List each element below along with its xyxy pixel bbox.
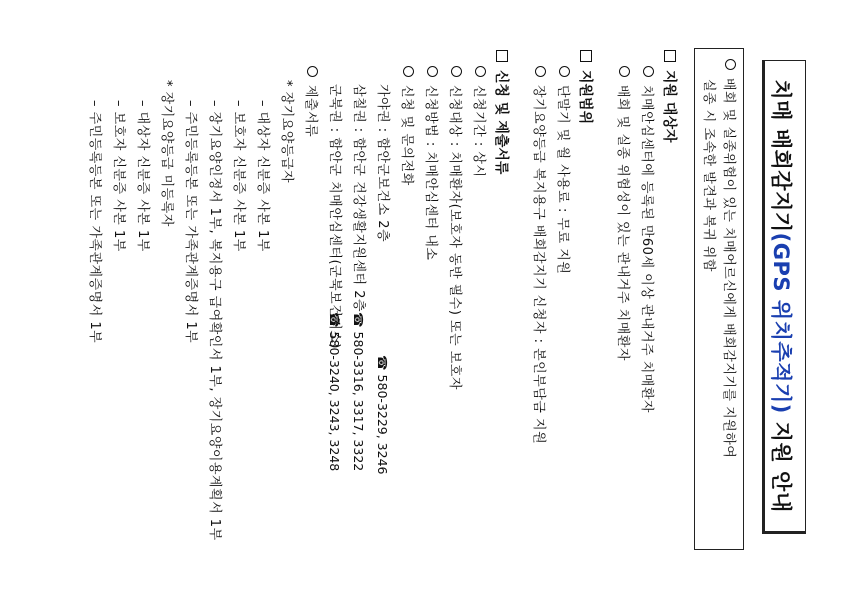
circle-bullet-icon [643,66,654,77]
docs-group1-item-2: – 보호자 신분증 사본 1부 [231,100,246,252]
section-scope-heading: 지원범위 [576,50,596,124]
circle-bullet-icon [427,66,438,77]
docs-group2-item-3: – 주민등록등본 또는 가족관계증명서 1부 [87,100,102,344]
intro-line-2: 실종 시 조속한 발견과 복귀 위함 [701,79,716,272]
scope-item-1: 단말기 및 월 사용료 : 무료 지원 [554,66,570,274]
scope-item-2: 장기요양등급 복지용구 배회감지기 신청자 : 본인부담금 지원 [530,66,546,444]
page-title: 치매 배회감지기(GPS 위치추적기) 지원 안내 [769,79,793,513]
contact-row-1-phone: ☎ 580-3229, 3246 [375,355,390,475]
target-item-2: 배회 및 실종 위험성이 있는 관내거주 치매환자 [614,66,630,361]
apply-contact-heading: 신청 및 문의전화 [398,66,414,186]
contact-row-3-phone: ☎ 580-3240, 3243, 3248 [327,312,342,472]
square-bullet-icon [580,50,592,62]
docs-group2-item-2: – 보호자 신분증 사본 1부 [111,100,126,252]
circle-bullet-icon [559,66,570,77]
docs-group2-heading: * 장기요양등급 미등록자 [159,80,174,227]
circle-bullet-icon [535,66,546,77]
circle-bullet-icon [619,66,630,77]
docs-heading: 제출서류 [302,66,318,137]
circle-bullet-icon [475,66,486,77]
docs-group1-item-4: – 주민등록등본 또는 가족관계증명서 1부 [183,100,198,344]
circle-bullet-icon [307,66,318,77]
square-bullet-icon [496,50,508,62]
circle-bullet-icon [451,66,462,77]
apply-applicant: 신청대상 : 치매환자(보호자 동반 필수) 또는 보호자 [446,66,462,390]
title-box [762,60,806,534]
apply-period: 신청기간 : 상시 [470,66,486,178]
contact-row-3-label: 군북권 : 함안군 치매안심센터(군북보건지소) [327,84,342,349]
contact-row-1-label: 가야권 : 함안군보건소 2층 [375,84,390,243]
contact-row-2-label: 삼칠권 : 함안군 건강생활지원센터 2층 [351,84,366,313]
target-item-1: 치매안심센터에 등록된 만60세 이상 관내거주 치매환자 [638,66,654,413]
section-target-heading: 지원 대상자 [660,50,680,143]
docs-group1-heading: * 장기요양등급자 [279,80,294,184]
square-bullet-icon [664,50,676,62]
circle-bullet-icon [403,66,414,77]
intro-line-1: 배회 및 실종위험이 있는 치매어르신에게 배회감지기를 지원하여 [720,59,736,458]
apply-method: 신청방법 : 치매안심센터 내소 [422,66,438,260]
docs-group1-item-3: – 장기요양인정서 1부, 복지용구 급여확인서 1부, 장기요양이용계획서 1부 [207,100,222,541]
docs-group1-item-1: – 대상자 신분증 사본 1부 [255,100,270,252]
docs-group2-item-1: – 대상자 신분증 사본 1부 [135,100,150,252]
contact-row-2-phone: ☎ 580-3316, 3317, 3322 [351,312,366,472]
circle-bullet-icon [725,59,736,70]
section-apply-heading: 신청 및 제출서류 [492,50,512,174]
intro-box [694,48,744,550]
title-highlight: (GPS 위치추적기) [769,232,793,414]
